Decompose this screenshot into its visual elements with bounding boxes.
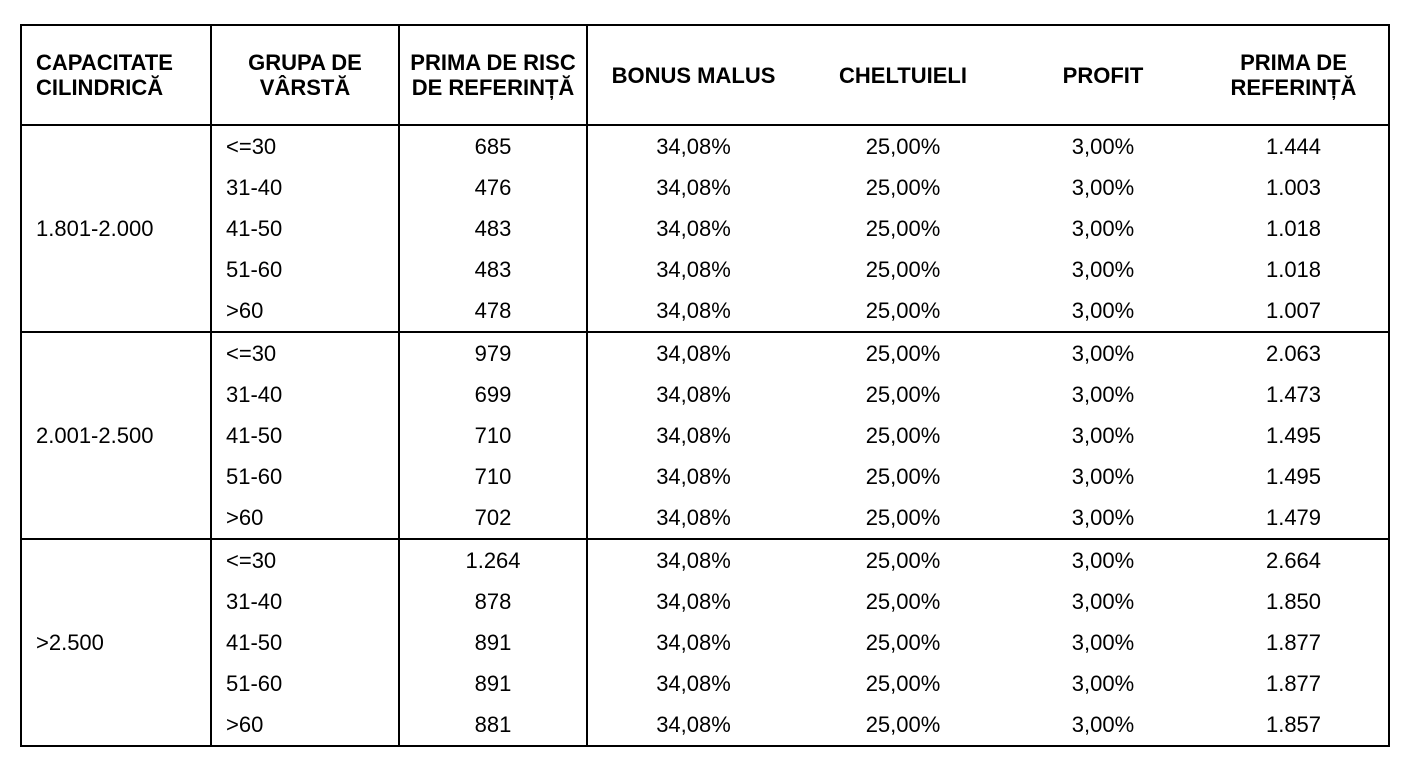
bonus-malus-cell: 34,08% xyxy=(656,215,731,241)
risk-premium-cell: 891 xyxy=(399,622,587,663)
header-reference-premium: PRIMA DE REFERINȚĂ xyxy=(1199,25,1389,125)
table-row xyxy=(21,249,1389,290)
table-row xyxy=(21,704,1389,746)
table-row xyxy=(21,539,1389,581)
profit-cell: 3,00% xyxy=(1071,174,1135,200)
bonus-malus-cell: 34,08% xyxy=(656,547,731,573)
expenses-cell: 25,00% xyxy=(865,256,941,282)
capacity-cell: 1.801-2.000 xyxy=(21,125,211,332)
table-row xyxy=(21,290,1389,332)
reference-premium-cell: 1.877 xyxy=(1265,670,1322,696)
risk-premium-cell: 699 xyxy=(399,374,587,415)
age-group-cell: 31-40 xyxy=(211,581,399,622)
profit-cell: 3,00% xyxy=(1007,704,1199,746)
profit-cell: 3,00% xyxy=(1071,133,1135,159)
risk-premium-cell: 478 xyxy=(399,290,587,332)
profit-cell: 3,00% xyxy=(1071,670,1135,696)
reference-premium-cell: 1.495 xyxy=(1265,422,1322,448)
header-profit: PROFIT xyxy=(1007,25,1199,125)
reference-premium-cell: 1.877 xyxy=(1265,629,1322,655)
table-row xyxy=(21,622,1389,663)
age-group-cell: >60 xyxy=(211,497,399,539)
profit-cell: 3,00% xyxy=(1071,629,1135,655)
risk-premium-cell: 483 xyxy=(399,208,587,249)
reference-premium-cell: 1.444 xyxy=(1265,133,1322,159)
expenses-cell: 25,00% xyxy=(865,547,941,573)
table-row xyxy=(21,456,1389,497)
capacity-cell: >2.500 xyxy=(21,539,211,746)
risk-premium-cell: 1.264 xyxy=(399,539,587,581)
table-body xyxy=(21,125,1389,746)
header-age-group: GRUPA DE VÂRSTĂ xyxy=(211,25,399,125)
profit-cell: 3,00% xyxy=(1071,215,1135,241)
profit-cell: 3,00% xyxy=(1071,381,1135,407)
header-risk-premium: PRIMA DE RISC DE REFERINȚĂ xyxy=(399,25,587,125)
bonus-malus-cell: 34,08% xyxy=(656,463,731,489)
age-group-cell: 41-50 xyxy=(211,208,399,249)
header-bonus-malus: BONUS MALUS xyxy=(587,25,799,125)
profit-cell: 3,00% xyxy=(1007,497,1199,539)
expenses-cell: 25,00% xyxy=(865,215,941,241)
age-group-cell: <=30 xyxy=(211,539,399,581)
risk-premium-cell: 891 xyxy=(399,663,587,704)
profit-cell: 3,00% xyxy=(1071,588,1135,614)
bonus-malus-cell: 34,08% xyxy=(656,629,731,655)
expenses-cell: 25,00% xyxy=(865,340,941,366)
age-group-cell: 51-60 xyxy=(211,456,399,497)
age-group-cell: 31-40 xyxy=(211,167,399,208)
age-group-cell: <=30 xyxy=(211,125,399,167)
reference-premium-cell: 1.018 xyxy=(1265,215,1322,241)
table-row xyxy=(21,663,1389,704)
expenses-cell: 25,00% xyxy=(865,588,941,614)
reference-premium-cell: 2.664 xyxy=(1265,547,1322,573)
bonus-malus-cell: 34,08% xyxy=(587,497,799,539)
expenses-cell: 25,00% xyxy=(865,463,941,489)
age-group-cell: 51-60 xyxy=(211,663,399,704)
profit-cell: 3,00% xyxy=(1071,547,1135,573)
risk-premium-cell: 878 xyxy=(399,581,587,622)
bonus-malus-cell: 34,08% xyxy=(587,704,799,746)
reference-premium-cell: 1.003 xyxy=(1265,174,1322,200)
expenses-cell: 25,00% xyxy=(865,422,941,448)
bonus-malus-cell: 34,08% xyxy=(656,133,731,159)
bonus-malus-cell: 34,08% xyxy=(656,256,731,282)
risk-premium-cell: 483 xyxy=(399,249,587,290)
profit-cell: 3,00% xyxy=(1071,463,1135,489)
table-row xyxy=(21,125,1389,167)
reference-premium-cell: 1.850 xyxy=(1265,588,1322,614)
profit-cell: 3,00% xyxy=(1007,290,1199,332)
premium-table xyxy=(20,24,1390,747)
expenses-cell: 25,00% xyxy=(799,497,1007,539)
expenses-cell: 25,00% xyxy=(865,174,941,200)
table-row xyxy=(21,208,1389,249)
table-row xyxy=(21,581,1389,622)
profit-cell: 3,00% xyxy=(1071,340,1135,366)
bonus-malus-cell: 34,08% xyxy=(656,174,731,200)
expenses-cell: 25,00% xyxy=(799,290,1007,332)
risk-premium-cell: 881 xyxy=(399,704,587,746)
age-group-cell: 31-40 xyxy=(211,374,399,415)
age-group-cell: >60 xyxy=(211,290,399,332)
table-row xyxy=(21,374,1389,415)
profit-cell: 3,00% xyxy=(1071,256,1135,282)
expenses-cell: 25,00% xyxy=(865,670,941,696)
risk-premium-cell: 979 xyxy=(399,332,587,374)
bonus-malus-cell: 34,08% xyxy=(656,670,731,696)
table-row xyxy=(21,415,1389,456)
reference-premium-cell: 1.473 xyxy=(1265,381,1322,407)
risk-premium-cell: 710 xyxy=(399,415,587,456)
age-group-cell: >60 xyxy=(211,704,399,746)
reference-premium-cell: 2.063 xyxy=(1265,340,1322,366)
age-group-cell: <=30 xyxy=(211,332,399,374)
header-capacity: CAPACITATE CILINDRICĂ xyxy=(21,25,211,125)
reference-premium-cell: 1.495 xyxy=(1265,463,1322,489)
expenses-cell: 25,00% xyxy=(865,629,941,655)
profit-cell: 3,00% xyxy=(1071,422,1135,448)
expenses-cell: 25,00% xyxy=(865,381,941,407)
capacity-cell: 2.001-2.500 xyxy=(21,332,211,539)
reference-premium-cell: 1.857 xyxy=(1199,704,1389,746)
risk-premium-cell: 685 xyxy=(399,125,587,167)
bonus-malus-cell: 34,08% xyxy=(656,381,731,407)
age-group-cell: 41-50 xyxy=(211,415,399,456)
risk-premium-cell: 702 xyxy=(399,497,587,539)
header-row xyxy=(21,25,1389,125)
risk-premium-cell: 476 xyxy=(399,167,587,208)
bonus-malus-cell: 34,08% xyxy=(656,588,731,614)
bonus-malus-cell: 34,08% xyxy=(656,422,731,448)
reference-premium-cell: 1.007 xyxy=(1199,290,1389,332)
table-row xyxy=(21,497,1389,539)
bonus-malus-cell: 34,08% xyxy=(656,340,731,366)
header-expenses: CHELTUIELI xyxy=(799,25,1007,125)
risk-premium-cell: 710 xyxy=(399,456,587,497)
age-group-cell: 51-60 xyxy=(211,249,399,290)
age-group-cell: 41-50 xyxy=(211,622,399,663)
expenses-cell: 25,00% xyxy=(865,133,941,159)
reference-premium-cell: 1.479 xyxy=(1199,497,1389,539)
table-row xyxy=(21,167,1389,208)
expenses-cell: 25,00% xyxy=(799,704,1007,746)
bonus-malus-cell: 34,08% xyxy=(587,290,799,332)
table-row xyxy=(21,332,1389,374)
reference-premium-cell: 1.018 xyxy=(1265,256,1322,282)
